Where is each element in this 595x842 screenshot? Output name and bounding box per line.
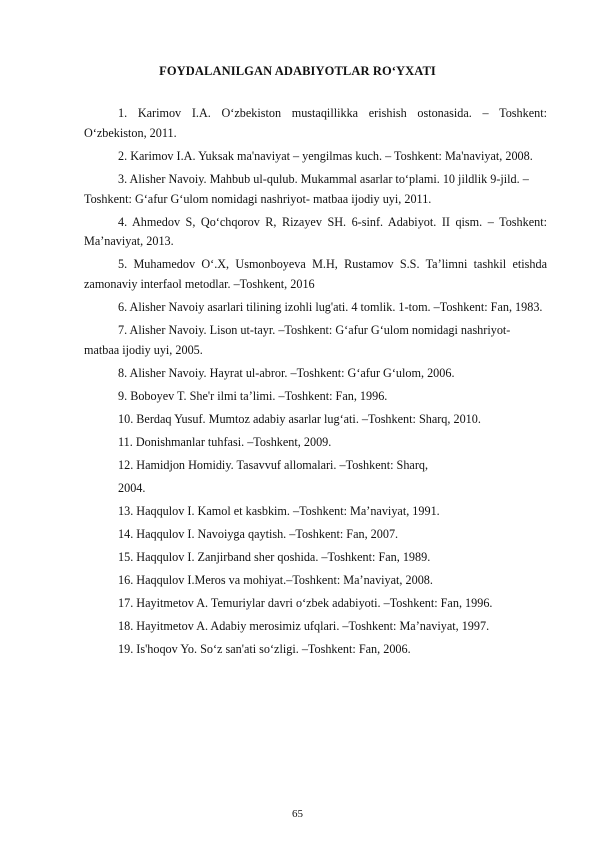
reference-item-8: 8. Alisher Navoiy. Hayrat ul-abror. –Toshkent: G‘afur G‘ulom, 2006. [118,365,455,380]
reference-item-11: 11. Donishmanlar tuhfasi. –Toshkent, 2009. [118,434,332,449]
reference-item-18: 18. Hayitmetov A. Adabiy merosimiz ufqlari. –Toshkent: Ma’naviyat, 1997. [118,618,490,633]
reference-list [84,104,547,663]
reference-item-13: 13. Haqqulov I. Kamol et kasbkim. –Toshkent: Ma’naviyat, 1991. [118,503,440,518]
reference-item-17: 17. Hayitmetov A. Temuriylar davri o‘zbek adabiyoti. –Toshkent: Fan, 1996. [118,595,493,610]
page-number: 65 [292,808,303,820]
page-title: FOYDALANILGAN ADABIYOTLAR RO‘YXATI [159,64,436,78]
reference-item-6: 6. Alisher Navoiy asarlari tilining izohli lug'ati. 4 tomlik. 1-tom. –Toshkent: Fan, 1983. [118,300,543,315]
reference-item-19: 19. Is'hoqov Yo. So‘z san'ati so‘zligi. –Toshkent: Fan, 2006. [118,641,411,656]
reference-item-5: 5. Muhamedov O‘.X, Usmonboyeva M.H, Rustamov S.S. Ta’limni tashkil etishda zamonaviy interfaol metodlar. –Toshkent, 2016 [84,257,547,292]
reference-item-10: 10. Berdaq Yusuf. Mumtoz adabiy asarlar lug‘ati. –Toshkent: Sharq, 2010. [118,411,481,426]
reference-item-12: 12. Hamidjon Homidiy. Tasavvuf allomalari. –Toshkent: Sharq, [118,457,429,472]
reference-item-3: 3. Alisher Navoiy. Mahbub ul-qulub. Mukammal asarlar to‘plami. 10 jildlik 9-jild. – Toshkent: G‘afur G‘ulom nomidagi nashriyot- matbaa ijodiy uyi, 2011. [84,171,529,206]
reference-item-1: 1. Karimov I.A. O‘zbekiston mustaqillikka erishish ostonasida. – Toshkent: O‘zbekiston, 2011. [84,106,547,140]
reference-item-7: 7. Alisher Navoiy. Lison ut-tayr. –Toshkent: G‘afur G‘ulom nomidagi nashriyot- matbaa ijodiy uyi, 2005. [84,323,511,357]
reference-item-16: 16. Haqqulov I.Meros va mohiyat.–Toshkent: Ma’naviyat, 2008. [118,572,433,587]
reference-item-2: 2. Karimov I.A. Yuksak ma'naviyat – yengilmas kuch. – Toshkent: Ma'naviyat, 2008. [118,148,533,163]
reference-item-4: 4. Ahmedov S, Qo‘chqorov R, Rizayev SH. 6-sinf. Adabiyot. II qism. – Toshkent: Ma’naviyat, 2013. [84,214,547,249]
reference-item-12-continued: 2004. [118,480,146,495]
reference-item-14: 14. Haqqulov I. Navoiyga qaytish. –Toshkent: Fan, 2007. [118,526,399,541]
reference-item-9: 9. Boboyev T. She'r ilmi ta’limi. –Toshkent: Fan, 1996. [118,388,388,403]
reference-item-15: 15. Haqqulov I. Zanjirband sher qoshida. –Toshkent: Fan, 1989. [118,549,431,564]
